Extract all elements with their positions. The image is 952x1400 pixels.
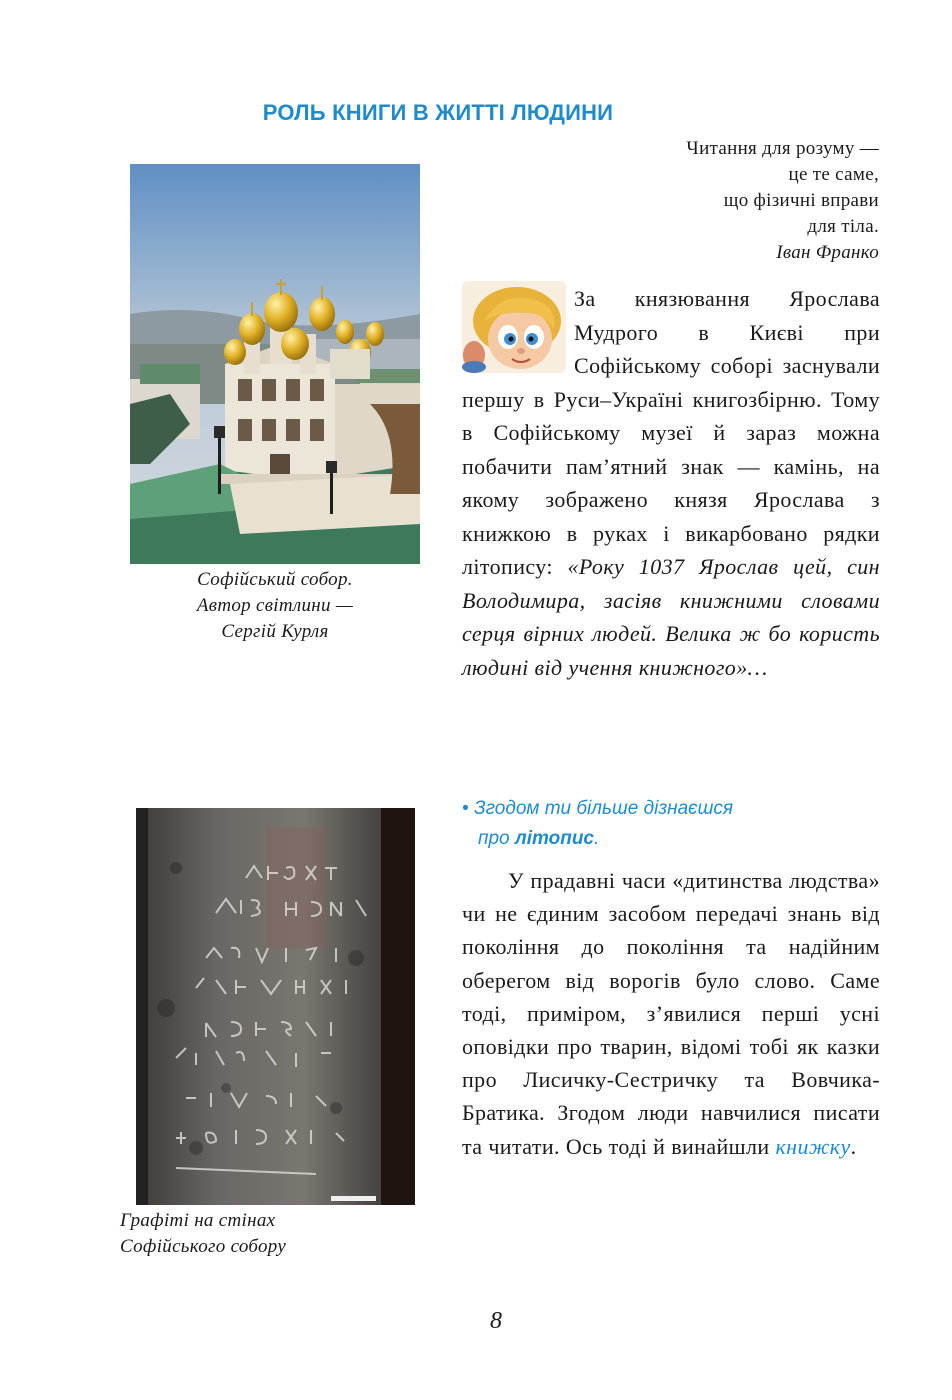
paragraph-text: У прадавні часи «дитинства людства» чи не єдиним засобом передачі знань від покоління до покоління та надійним оберегом від ворогів було слово. Саме тоді, приміром, з’явилися перші усні оповідки про тварин, відомі тобі як казки про Лисичку-Сестричку та Вовчика-Братика. Згодом люди навчилися писати та читати. Ось тоді й винайшли	[462, 868, 880, 1159]
page-title: РОЛЬ КНИГИ В ЖИТТІ ЛЮДИНИ	[262, 100, 614, 125]
cathedral-illustration	[130, 164, 420, 564]
page-number: 8	[490, 1308, 502, 1334]
epigraph	[686, 136, 879, 266]
paragraph-yaroslav	[462, 282, 880, 684]
note-keyword: літопис	[514, 828, 595, 849]
note-prefix: про	[478, 828, 510, 849]
mascot-spacer	[462, 282, 574, 382]
note-line: Згодом ти більше дізнаєшся	[473, 798, 734, 819]
caption-line: Софійський собор.	[197, 569, 353, 590]
graffiti-caption	[120, 1208, 420, 1260]
paragraph-ancient-times	[462, 864, 880, 1163]
keyword-book: книжку	[775, 1133, 851, 1159]
caption-line: Сергій Курля	[221, 621, 329, 642]
graffiti-illustration	[136, 808, 415, 1205]
epigraph-line: це те саме,	[788, 164, 879, 185]
graffiti-photo	[136, 808, 415, 1205]
chronicle-quote: «Року 1037 Ярослав цей, син Володимира, засіяв книжними словами серця вірних людей. Велика ж бо користь людині від учення книжного»…	[462, 554, 880, 680]
info-note	[462, 794, 882, 854]
paragraph-text: За князювання Ярослава Мудрого в Києві при Софійському соборі заснували першу в Руси–Україні книгозбірню. Тому в Софійському музеї й зараз можна побачити пам’ятний знак — камінь, на якому зображено князя Ярослава з книжкою в руках і викарбовано рядки літопису:	[462, 286, 880, 579]
epigraph-line: що фізичні вправи	[723, 190, 879, 211]
note-suffix: .	[594, 828, 600, 849]
epigraph-line: Читання для розуму —	[686, 138, 879, 159]
paragraph-end: .	[850, 1133, 857, 1159]
epigraph-author: Іван Франко	[776, 242, 879, 263]
cathedral-caption	[130, 567, 420, 645]
cathedral-photo	[130, 164, 420, 564]
bullet-icon: •	[462, 798, 469, 819]
caption-line: Софійського собору	[120, 1236, 287, 1257]
caption-line: Графіті на стінах	[120, 1210, 276, 1231]
epigraph-line: для тіла.	[807, 216, 879, 237]
caption-line: Автор світлини —	[196, 595, 354, 616]
